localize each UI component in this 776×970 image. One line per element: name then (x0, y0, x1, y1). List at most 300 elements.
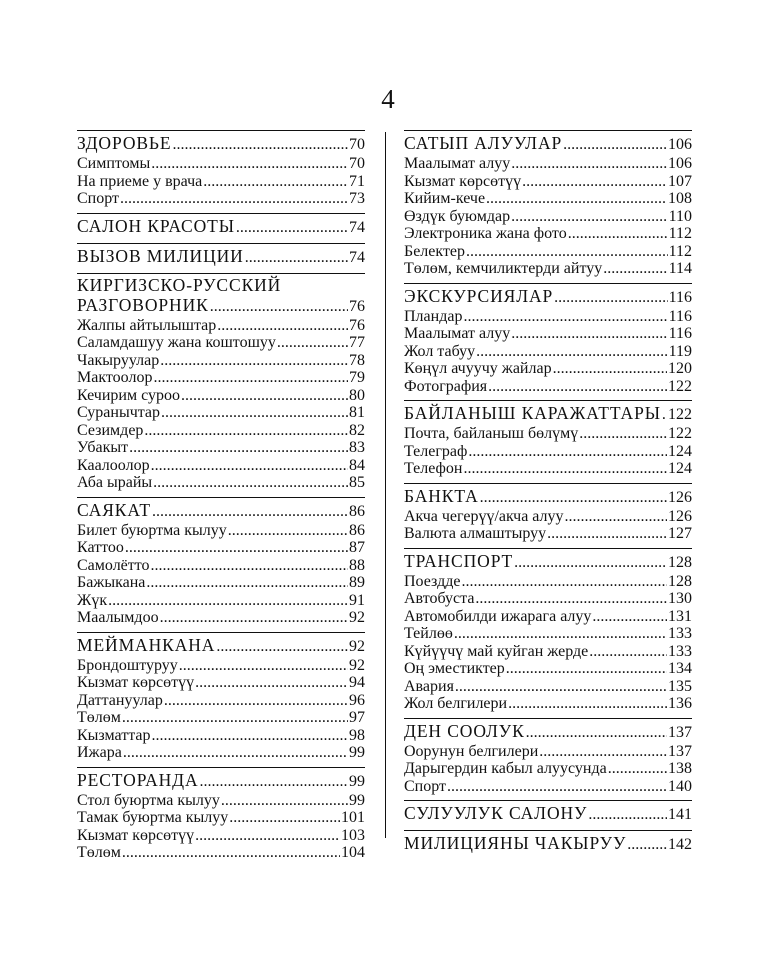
toc-section-heading (77, 635, 365, 657)
toc-entry (404, 743, 692, 761)
dot-leader (539, 743, 667, 761)
dot-leader (152, 502, 348, 522)
toc-entry (404, 208, 692, 226)
toc-section (77, 497, 365, 632)
dot-leader (152, 727, 349, 745)
entry-page-number: 89 (349, 574, 365, 591)
entry-page-number: 130 (668, 590, 692, 607)
entry-page-number: 94 (349, 674, 365, 691)
toc-entry (77, 522, 365, 540)
toc-section (77, 130, 365, 213)
toc-section (77, 213, 365, 243)
toc-section (77, 767, 365, 867)
section-title: ТРАНСПОРТ (404, 550, 514, 571)
section-page-number: 106 (668, 136, 692, 153)
dot-leader (463, 460, 667, 478)
dot-leader (592, 608, 667, 626)
dot-leader (221, 792, 348, 810)
dot-leader (164, 692, 348, 710)
toc-entry (77, 809, 365, 827)
section-page-number: 137 (668, 723, 692, 741)
entry-title: Дарыгердин кабыл алуусунда (404, 760, 607, 777)
entry-title: Фотография (404, 377, 488, 395)
toc-section-heading (404, 721, 692, 743)
entry-title: Телефон (404, 460, 463, 477)
section-page-number: 122 (668, 406, 692, 423)
dot-leader (216, 637, 348, 657)
dot-leader (160, 609, 348, 627)
toc-entry (404, 660, 692, 678)
toc-entry (404, 573, 692, 591)
toc-entry (77, 474, 365, 492)
toc-entry (404, 190, 692, 208)
toc-entry (77, 744, 365, 762)
toc-entry (77, 709, 365, 727)
section-page-number: 70 (349, 136, 365, 153)
toc-entry (77, 439, 365, 457)
dot-leader (511, 208, 667, 226)
entry-page-number: 101 (341, 809, 365, 826)
toc-section-heading (77, 246, 365, 268)
dot-leader (468, 443, 667, 461)
entry-page-number: 92 (349, 656, 365, 674)
entry-title: Телеграф (404, 442, 468, 460)
entry-title: Кызмат көрсөтүү (77, 674, 195, 691)
entry-title: Жол белгилери (404, 695, 508, 712)
entry-title: Жалпы айтылыштар (77, 316, 217, 334)
dot-leader (589, 643, 667, 661)
entry-page-number: 112 (668, 242, 692, 260)
toc-section-heading (404, 803, 692, 825)
entry-page-number: 114 (668, 260, 692, 277)
section-title: ЭКСКУРСИЯЛАР (404, 285, 554, 306)
entry-title: Өздүк буюмдар (404, 207, 511, 225)
toc-section-heading (404, 403, 692, 425)
dot-leader (480, 488, 667, 508)
dot-leader (151, 457, 348, 475)
entry-page-number: 86 (349, 521, 365, 539)
page-number: 4 (381, 84, 395, 114)
entry-title: Маалымат алуу (404, 325, 511, 342)
entry-page-number: 128 (668, 572, 692, 590)
dot-leader (565, 508, 667, 526)
entry-title: Симптомы (77, 155, 151, 172)
dot-leader (522, 173, 667, 191)
toc-section-heading (77, 216, 365, 238)
entry-page-number: 97 (349, 709, 365, 726)
dot-leader (151, 557, 348, 575)
toc-entry (404, 460, 692, 478)
toc-section (404, 718, 692, 801)
dot-leader (486, 190, 667, 208)
toc-entry (404, 508, 692, 526)
toc-entry (404, 325, 692, 343)
toc-left-column (77, 130, 365, 867)
toc-entry (77, 609, 365, 627)
dot-leader (210, 297, 348, 317)
entry-page-number: 120 (668, 360, 692, 377)
entry-page-number: 107 (668, 172, 692, 190)
entry-page-number: 119 (668, 342, 692, 360)
entry-title: Даттануулар (77, 691, 163, 709)
dot-leader (506, 660, 667, 678)
dot-leader (563, 135, 667, 155)
dot-leader (160, 352, 348, 370)
dot-leader (153, 474, 348, 492)
section-page-number: 141 (668, 806, 692, 823)
entry-page-number: 98 (349, 726, 365, 744)
dot-leader (454, 625, 667, 643)
entry-page-number: 99 (349, 791, 365, 809)
dot-leader (228, 522, 348, 540)
entry-page-number: 81 (349, 404, 365, 421)
entry-title: Автобуста (404, 590, 475, 607)
toc-entry (77, 557, 365, 575)
toc-entry (404, 443, 692, 461)
dot-leader (129, 439, 348, 457)
toc-entry (404, 760, 692, 778)
entry-title: Көңүл ачуучу жайлар (404, 360, 552, 377)
dot-leader (153, 369, 348, 387)
entry-page-number: 83 (349, 439, 365, 456)
entry-title: Каалоолор (77, 456, 150, 474)
entry-page-number: 104 (341, 844, 365, 861)
section-page-number: 86 (349, 502, 365, 520)
toc-entry (404, 260, 692, 278)
entry-title: Тейлөө (404, 625, 453, 642)
dot-leader (122, 709, 348, 727)
toc-section (404, 483, 692, 548)
entry-title: Спорт (404, 777, 447, 795)
section-title-line: КИРГИЗСКО-РУССКИЙ (77, 274, 282, 295)
entry-page-number: 133 (668, 625, 692, 642)
dot-leader (547, 525, 667, 543)
toc-section-heading (404, 133, 692, 155)
dot-leader (627, 835, 667, 855)
toc-entry (404, 243, 692, 261)
toc-section-heading (404, 486, 692, 508)
dot-leader (447, 778, 667, 796)
toc-section (404, 400, 692, 483)
entry-page-number: 80 (349, 386, 365, 404)
entry-page-number: 137 (668, 742, 692, 760)
toc-entry (404, 155, 692, 173)
toc-entry (404, 590, 692, 608)
toc-entry (77, 369, 365, 387)
entry-page-number: 79 (349, 369, 365, 386)
entry-title: Маалымдоо (77, 609, 159, 626)
toc-section (77, 632, 365, 767)
toc-entry (404, 378, 692, 396)
entry-title: Жүк (77, 591, 108, 609)
toc-section (404, 548, 692, 718)
section-title: МИЛИЦИЯНЫ ЧАКЫРУУ (404, 833, 627, 853)
entry-title: Чакыруулар (77, 351, 160, 369)
toc-section-heading (404, 833, 692, 855)
section-page-number: 99 (349, 772, 365, 790)
toc-section-heading (404, 551, 692, 573)
entry-page-number: 87 (349, 539, 365, 556)
dot-leader (455, 678, 667, 696)
entry-title: Ижара (77, 744, 122, 761)
toc-entry (404, 608, 692, 626)
dot-leader (579, 425, 667, 443)
entry-title: Автомобилди ижарага алуу (404, 607, 592, 625)
dot-leader (277, 334, 348, 352)
toc-section (404, 830, 692, 860)
dot-leader (553, 360, 667, 378)
toc-entry (77, 155, 365, 173)
entry-page-number: 76 (349, 316, 365, 334)
entry-page-number: 134 (668, 660, 692, 677)
dot-leader (125, 539, 348, 557)
dot-leader (146, 574, 348, 592)
toc-entry (77, 387, 365, 405)
entry-title: На приеме у врача (77, 172, 203, 190)
section-title: МЕЙМАНКАНА (77, 634, 216, 655)
entry-page-number: 70 (349, 155, 365, 172)
section-page-number: 116 (668, 288, 692, 306)
toc-entry (404, 625, 692, 643)
entry-page-number: 99 (349, 744, 365, 761)
dot-leader (229, 809, 340, 827)
toc-entry (77, 574, 365, 592)
entry-title: Сезимдер (77, 421, 144, 439)
entry-page-number: 96 (349, 691, 365, 709)
entry-title: Оң эместиктер (404, 660, 505, 677)
section-title: ЗДОРОВЬЕ (77, 133, 172, 153)
toc-entry (77, 404, 365, 422)
entry-title: Белектер (404, 242, 466, 260)
dot-leader (514, 553, 667, 573)
toc-entry (404, 343, 692, 361)
toc-entry (404, 525, 692, 543)
entry-title: Пландар (404, 307, 463, 325)
entry-title: Маалымат алуу (404, 155, 511, 172)
toc-section-heading (404, 286, 692, 308)
toc-entry (77, 457, 365, 475)
toc-section (77, 273, 365, 497)
section-page-number: 92 (349, 637, 365, 655)
section-title: РАЗГОВОРНИК (77, 294, 209, 315)
toc-entry (77, 422, 365, 440)
dot-leader (122, 844, 340, 862)
toc-entry (77, 692, 365, 710)
entry-page-number: 78 (349, 351, 365, 369)
toc-entry (404, 643, 692, 661)
entry-title: Самолётто (77, 556, 150, 574)
toc-entry (404, 225, 692, 243)
entry-page-number: 71 (349, 172, 365, 190)
toc-entry (77, 539, 365, 557)
entry-page-number: 103 (341, 826, 365, 844)
entry-title: Спорт (77, 190, 120, 207)
entry-page-number: 122 (668, 377, 692, 395)
entry-page-number: 138 (668, 760, 692, 777)
dot-leader (526, 723, 667, 743)
entry-title: Мактоолор (77, 369, 153, 386)
entry-page-number: 124 (668, 442, 692, 460)
toc-entry (77, 173, 365, 191)
entry-page-number: 91 (349, 591, 365, 609)
entry-page-number: 112 (668, 225, 692, 242)
entry-title: Кийим-кече (404, 190, 486, 207)
entry-page-number: 110 (668, 207, 692, 225)
section-title: БАЙЛАНЫШ КАРАЖАТТАРЫ (404, 403, 661, 423)
entry-title: Кызмат көрсөтүү (404, 172, 522, 190)
toc-section-heading (77, 770, 365, 792)
entry-page-number: 116 (668, 325, 692, 342)
dot-leader (217, 317, 348, 335)
entry-title: Брондоштуруу (77, 656, 178, 674)
section-title: ДЕН СООЛУК (404, 720, 525, 741)
entry-title: Поездде (404, 572, 461, 590)
toc-entry (77, 727, 365, 745)
toc-entry (404, 678, 692, 696)
dot-leader (511, 155, 667, 173)
entry-title: Саламдашуу жана коштошуу (77, 334, 276, 351)
entry-page-number: 122 (668, 425, 692, 442)
entry-page-number: 127 (668, 525, 692, 542)
section-title: ВЫЗОВ МИЛИЦИИ (77, 245, 244, 266)
dot-leader (195, 674, 348, 692)
entry-title: Стол буюртма кылуу (77, 791, 220, 809)
dot-leader (195, 827, 340, 845)
dot-leader (554, 288, 667, 308)
toc-entry (77, 317, 365, 335)
dot-leader (161, 404, 348, 422)
entry-title: Кызматтар (77, 726, 151, 744)
entry-title: Авария (404, 677, 454, 695)
toc-entry (77, 674, 365, 692)
dot-leader (236, 218, 348, 238)
dot-leader (123, 744, 348, 762)
toc-section (404, 130, 692, 283)
toc-section (404, 283, 692, 401)
entry-page-number: 116 (668, 307, 692, 325)
entry-title: Бажыкана (77, 574, 146, 591)
dot-leader (200, 772, 348, 792)
section-page-number: 74 (349, 218, 365, 236)
toc-section-heading (77, 295, 365, 317)
dot-leader (603, 260, 667, 278)
entry-title: Акча чегерүү/акча алуу (404, 507, 564, 525)
section-title: РЕСТОРАНДА (77, 769, 199, 790)
dot-leader (608, 760, 667, 778)
dot-leader (203, 173, 348, 191)
entry-title: Төлөм (77, 709, 121, 726)
entry-page-number: 73 (349, 190, 365, 207)
dot-leader (245, 248, 348, 268)
entry-page-number: 82 (349, 421, 365, 439)
toc-entry (404, 695, 692, 713)
entry-page-number: 108 (668, 190, 692, 207)
section-title: САЛОН КРАСОТЫ (77, 215, 235, 236)
toc-entry (404, 425, 692, 443)
section-page-number: 76 (349, 297, 365, 315)
entry-page-number: 135 (668, 677, 692, 695)
entry-page-number: 77 (349, 334, 365, 351)
dot-leader (511, 325, 667, 343)
dot-leader (120, 190, 348, 208)
dot-leader (181, 387, 348, 405)
entry-title: Кызмат көрсөтүү (77, 826, 195, 844)
entry-title: Аба ырайы (77, 474, 153, 491)
toc-entry (77, 592, 365, 610)
dot-leader (466, 243, 668, 261)
toc-entry (404, 308, 692, 326)
dot-leader (108, 592, 348, 610)
entry-page-number: 131 (668, 607, 692, 625)
dot-leader (588, 805, 667, 825)
toc-section (404, 800, 692, 830)
toc-entry (77, 334, 365, 352)
entry-title: Билет буюртма кылуу (77, 521, 227, 539)
entry-title: Каттоо (77, 539, 124, 556)
entry-page-number: 85 (349, 474, 365, 491)
toc-entry (77, 190, 365, 208)
toc-entry (77, 657, 365, 675)
toc-section (77, 243, 365, 273)
toc-entry (404, 173, 692, 191)
entry-page-number: 106 (668, 155, 692, 172)
dot-leader (179, 657, 348, 675)
section-page-number: 74 (349, 248, 365, 266)
section-title: СУЛУУЛУК САЛОНУ (404, 803, 588, 823)
entry-page-number: 140 (668, 777, 692, 795)
section-title: БАНКТА (404, 485, 479, 506)
entry-title: Электроника жана фото (404, 225, 567, 242)
entry-page-number: 133 (668, 642, 692, 660)
section-page-number: 126 (668, 488, 692, 506)
toc-entry (77, 844, 365, 862)
toc-entry (404, 778, 692, 796)
section-page-number: 142 (668, 836, 692, 853)
entry-page-number: 124 (668, 460, 692, 477)
entry-title: Валюта алмаштыруу (404, 525, 547, 542)
dot-leader (461, 573, 667, 591)
toc-entry (77, 352, 365, 370)
entry-title: Кечирим суроо (77, 386, 180, 404)
toc-section-heading (77, 500, 365, 522)
section-page-number: 128 (668, 553, 692, 571)
dot-leader (508, 695, 667, 713)
entry-title: Жол табуу (404, 342, 476, 360)
column-divider (385, 132, 386, 838)
dot-leader (144, 422, 348, 440)
toc-section-heading (77, 133, 365, 155)
entry-title: Төлөм, кемчиликтерди айтуу (404, 260, 603, 277)
entry-title: Күйүүчү май куйган жерде (404, 642, 589, 660)
section-title: САТЫП АЛУУЛАР (404, 133, 563, 153)
toc-entry (77, 827, 365, 845)
dot-leader (172, 135, 348, 155)
entry-page-number: 84 (349, 456, 365, 474)
entry-page-number: 136 (668, 695, 692, 712)
toc-entry (404, 360, 692, 378)
dot-leader (568, 225, 668, 243)
entry-title: Почта, байланыш бөлүмү (404, 425, 579, 442)
entry-title: Төлөм (77, 844, 121, 861)
entry-page-number: 92 (349, 609, 365, 626)
toc-entry (77, 792, 365, 810)
dot-leader (476, 343, 667, 361)
section-title: САЯКАТ (77, 499, 151, 520)
dot-leader (662, 405, 667, 425)
entry-title: Тамак буюртма кылуу (77, 809, 229, 826)
entry-page-number: 126 (668, 507, 692, 525)
entry-page-number: 88 (349, 556, 365, 574)
